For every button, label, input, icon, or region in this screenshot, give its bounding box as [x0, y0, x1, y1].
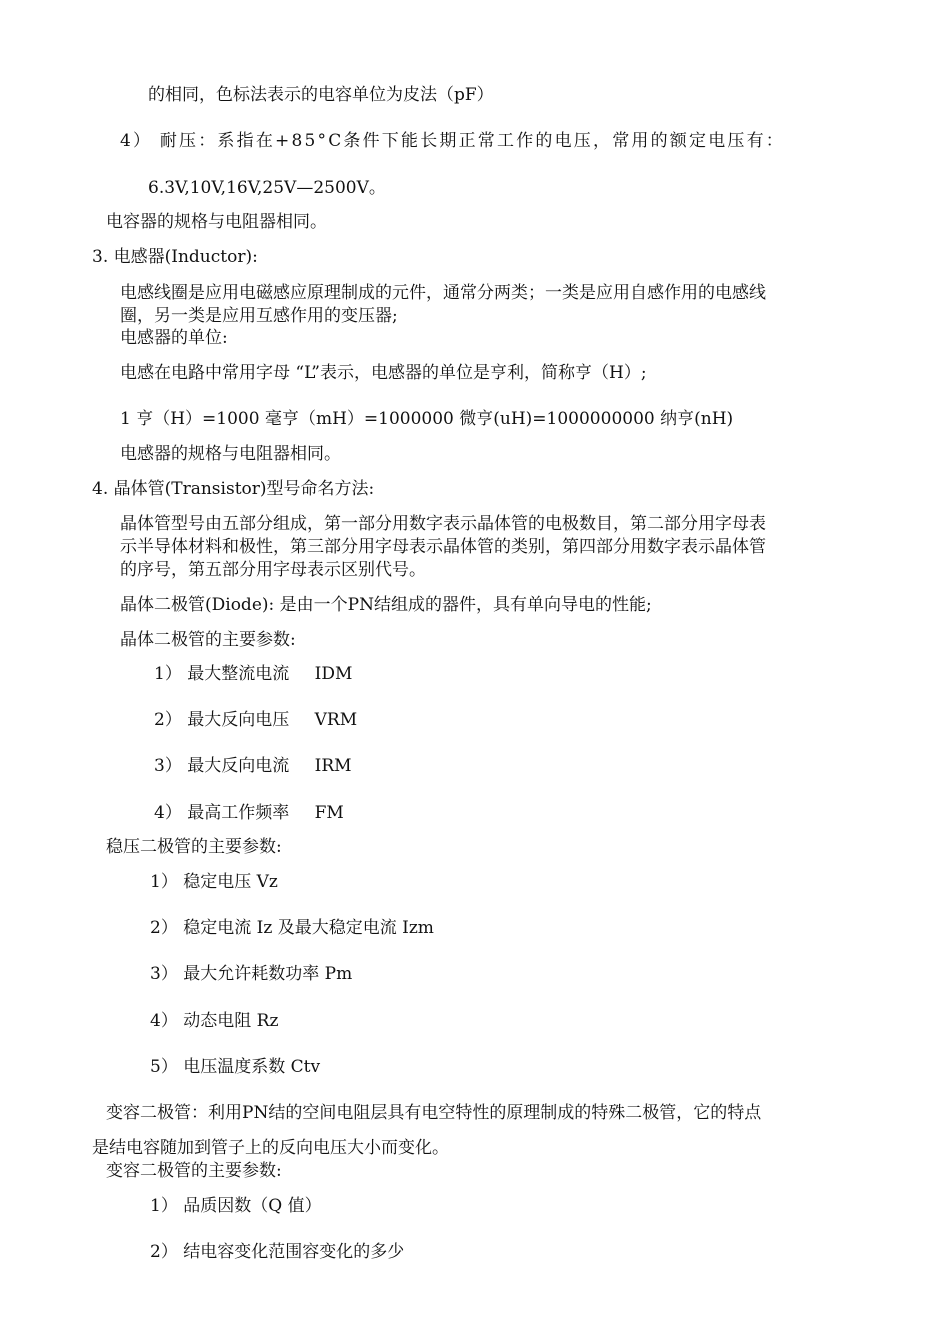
list-item — [150, 1056, 320, 1078]
list-item — [150, 871, 278, 893]
paragraph-line: 变容二极管的主要参数: — [106, 1161, 282, 1181]
paragraph-line: 电感在电路中常用字母 “L”表示，电感器的单位是亨利，简称亨（H）; — [120, 363, 647, 383]
list-label: 稳定电流 Iz 及最大稳定电流 Izm — [183, 918, 434, 938]
list-number: 3） — [150, 964, 178, 984]
list-label: 最大允许耗数功率 Pm — [183, 964, 353, 984]
list-number: 3） — [154, 756, 182, 776]
list-label: 最大反向电流 — [187, 756, 290, 776]
list-label: 最高工作频率 — [187, 803, 290, 823]
list-number: 1） — [150, 1196, 178, 1216]
list-label: 电压温度系数 Ctv — [183, 1057, 321, 1077]
paragraph-line: 电感器的单位: — [120, 328, 228, 348]
list-number: 5） — [150, 1057, 178, 1077]
list-number: 4） — [154, 803, 182, 823]
list-number: 1） — [154, 664, 182, 684]
list-number: 2） — [150, 1242, 178, 1262]
list-number: 4） — [150, 1011, 178, 1031]
list-item — [150, 917, 434, 939]
list-item — [150, 1010, 278, 1032]
list-code: VRM — [314, 710, 358, 730]
paragraph-line: 4） 耐压：系指在+85°C条件下能长期正常工作的电压，常用的额定电压有： — [120, 131, 786, 151]
paragraph-line: 电感线圈是应用电磁感应原理制成的元件，通常分两类；一类是应用自感作用的电感线 — [120, 283, 766, 303]
list-number: 1） — [150, 872, 178, 892]
paragraph-line: 的相同，色标法表示的电容单位为皮法（pF） — [148, 85, 494, 105]
paragraph-line: 晶体二极管(Diode): 是由一个PN结组成的器件，具有单向导电的性能; — [120, 595, 652, 615]
list-item — [150, 1241, 404, 1263]
list-label: 最大反向电压 — [187, 710, 290, 730]
paragraph-line: 电感器的规格与电阻器相同。 — [120, 444, 341, 464]
paragraph-line: 晶体二极管的主要参数: — [120, 630, 296, 650]
list-label: 稳定电压 Vz — [183, 872, 278, 892]
list-item — [154, 755, 352, 777]
paragraph-line: 晶体管型号由五部分组成，第一部分用数字表示晶体管的电极数目，第二部分用字母表 — [120, 514, 766, 534]
list-label: 动态电阻 Rz — [183, 1011, 279, 1031]
list-item — [154, 709, 357, 731]
list-label: 最大整流电流 — [187, 664, 290, 684]
list-code: IRM — [314, 756, 352, 776]
list-item — [150, 963, 352, 985]
section-heading: 4. 晶体管(Transistor)型号命名方法: — [92, 479, 375, 499]
formula-line: 1 亨（H）=1000 毫亨（mH）=1000000 微亨(uH)=1000000000 纳亨(nH) — [120, 409, 734, 429]
list-label: 结电容变化范围容变化的多少 — [183, 1242, 405, 1262]
paragraph-line: 圈，另一类是应用互感作用的变压器; — [120, 306, 398, 326]
paragraph-line: 6.3V,10V,16V,25V—2500V。 — [148, 178, 386, 198]
paragraph-line: 是结电容随加到管子上的反向电压大小而变化。 — [92, 1138, 449, 1158]
paragraph-line: 电容器的规格与电阻器相同。 — [106, 212, 327, 232]
list-item — [154, 802, 344, 824]
paragraph-line: 稳压二极管的主要参数: — [106, 837, 282, 857]
list-number: 2） — [150, 918, 178, 938]
list-number: 2） — [154, 710, 182, 730]
list-code: IDM — [314, 664, 353, 684]
paragraph-line: 的序号，第五部分用字母表示区别代号。 — [120, 560, 426, 580]
list-item — [150, 1195, 322, 1217]
paragraph-line: 示半导体材料和极性，第三部分用字母表示晶体管的类别，第四部分用数字表示晶体管 — [120, 537, 766, 557]
section-heading: 3. 电感器(Inductor): — [92, 247, 258, 267]
paragraph-line: 变容二极管：利用PN结的空间电阻层具有电空特性的原理制成的特殊二极管，它的特点 — [106, 1103, 762, 1123]
list-code: FM — [314, 803, 344, 823]
list-item — [154, 663, 352, 685]
list-label: 品质因数（Q 值） — [183, 1196, 322, 1216]
